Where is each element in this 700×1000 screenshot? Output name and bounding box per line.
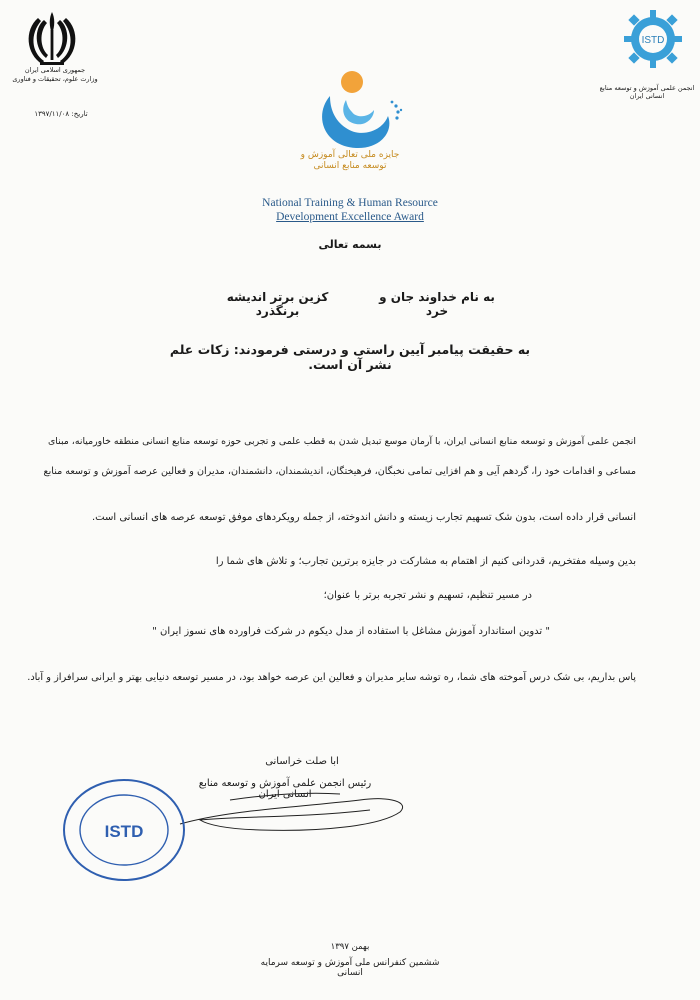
istd-caption: انجمن علمی آموزش و توسعه منابع انسانی ایران (599, 84, 695, 100)
body-line-6-project-title: " تدوین استاندارد آموزش مشاغل با استفاده از مدل دیکوم در شرکت فراورده های نسوز ایران " (152, 626, 550, 637)
istd-gear-logo-icon (622, 8, 684, 70)
award-logo-icon (300, 66, 406, 156)
body-line-1: انجمن علمی آموزش و توسعه منابع انسانی ایران، با آرمان موسع تبدیل شدن به قطب علمی و تجربی حوزه توسعه منابع انسانی منطقه خاورمیانه، مبنای (47, 436, 636, 447)
body-line-2: مساعی و اقدامات خود را، گردهم آیی و هم افزایی تمامی نخبگان، فرهیختگان، اندیشمندان، دانشمندان، مدیران و فعالین عرصه آموزش و توسعه منابع (43, 466, 636, 477)
body-line-7: پاس بداریم، بی شک درس آموخته های شما، ره توشه سایر مدیران و فعالین این عرصه خواهد بود، در مسیر توسعه دنیایی بهتر و ایرانی سرافراز و آباد. (27, 672, 636, 683)
body-line-5: در مسیر تنظیم، تسهیم و نشر تجربه برتر با عنوان؛ (323, 590, 532, 601)
body-line-4: بدین وسیله مفتخریم، قدردانی کنیم از اهتمام به مشارکت در جایزه برترین تجارب؛ و تلاش های شما را (215, 556, 636, 567)
verse-second-half: کزین برتر اندیشه برنگذرد (226, 290, 329, 318)
government-header (10, 66, 100, 84)
seal-center-text: ISTD (104, 822, 144, 841)
iran-emblem-icon (22, 8, 82, 70)
award-fa-line-2: توسعه منابع انسانی (313, 161, 387, 171)
gov-line-1: جمهوری اسلامی ایران (24, 66, 86, 74)
award-fa-line-1: جایزه ملی تعالی آموزش و (300, 150, 400, 160)
official-seal-icon (60, 775, 188, 885)
gov-line-2: وزارت علوم، تحقیقات و فناوری (12, 75, 98, 83)
hadith-quote: به حقیقت پیامبر آیین راستی و درستی فرمودند: زکات علم نشر آن است. (169, 342, 531, 372)
letter-date: تاریخ: ۱۳۹۷/۱۱/۰۸ (34, 110, 88, 118)
signatory-name: ابا صلت خراسانی (265, 756, 339, 767)
body-line-3: انسانی قرار داده است، بدون شک تسهیم تجارب زیسته و دانش اندوخته، از جمله رویکردهای موفق توسعه عرصه های انسانی است. (91, 512, 636, 523)
heading: بسمه تعالی (318, 238, 382, 251)
award-persian-title (270, 150, 430, 172)
footer-conference: ششمین کنفرانس ملی آموزش و توسعه سرمایه انسانی (260, 958, 440, 978)
footer-date: بهمن ۱۳۹۷ (330, 942, 370, 952)
award-english-title (200, 196, 500, 224)
handwritten-signature-icon (170, 780, 430, 840)
verse-first-half: به نام خداوند جان و خرد (379, 290, 495, 318)
istd-logo-text: ISTD (641, 35, 665, 46)
award-en-line-2: Development Excellence Award (276, 211, 424, 223)
award-en-line-1: National Training & Human Resource (262, 197, 438, 209)
signatory-title: رئیس انجمن علمی آموزش و توسعه منابع انسانی ایران (198, 778, 372, 800)
